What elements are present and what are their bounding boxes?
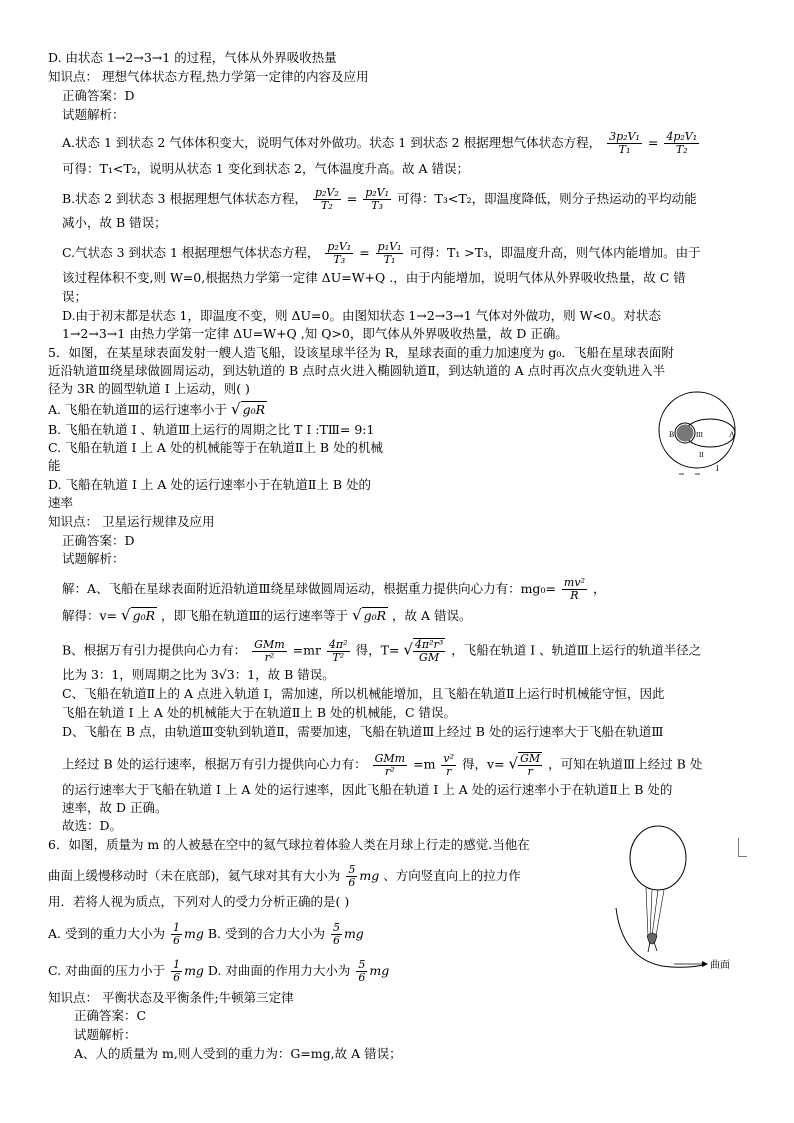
text-line: 该过程体积不变,则 W=0,根据热力学第一定律 ΔU=W+Q .，由于内能增加，说明气体从外界吸收热量，故 C 错	[62, 270, 686, 285]
text-line: B、根据万有引力提供向心力有： GMm r² =mr $\frac{\text{4π²}}{\text{T²}}$ 得，T= √ $\frac{\text{4π²r³}}{GM}$ ，飞船在轨道 I 、轨道Ⅲ上运行的轨道半径之	[62, 637, 702, 664]
analysis-label: 试题解析：	[62, 551, 125, 566]
fraction: $\frac{1}{6}$	[173, 958, 181, 984]
knowledge-point: 知识点： 卫星运行规律及应用	[48, 514, 215, 529]
text-line: 解：A、飞船在星球表面附近沿轨道Ⅲ绕星球做圆周运动，根据重力提供向心力有：mg₀= $\frac{\text{mv²}}{R}$ ，	[62, 576, 606, 602]
text-line: A、人的质量为 m,则人受到的重力为：G=mg,故 A 错误；	[74, 1046, 402, 1061]
text-line: 1→2→3→1 由热力学第一定律 ΔU=W+Q ,知 Q>0，即气体从外界吸收热量，故 D 正确。	[62, 326, 568, 341]
text-line: 近沿轨道Ⅲ绕星球做圆周运动，到达轨道的 B 点时点火进入椭圆轨道Ⅱ，到达轨道的 A 点时再次点火变轨进入半	[48, 363, 666, 378]
text-line: 能	[48, 458, 61, 473]
text-line: 的运行速率大于飞船在轨道 I 上 A 处的运行速率，因此飞船在轨道 I 上 A 处的运行速率小于在轨道Ⅱ上 B 处的	[62, 782, 673, 797]
text-line: 比为 3：1，则周期之比为 3√3：1，故 B 错误。	[62, 667, 335, 682]
fraction: $\frac{\text{p₂V₁}}{\text{T₃}}$	[327, 240, 352, 266]
fraction: $\frac{\text{p₁V₁}}{\text{T₁}}$	[377, 240, 402, 266]
balloon-ropes	[646, 888, 664, 936]
fraction: $\frac{GM}{r}$	[520, 752, 541, 778]
fraction: $\frac{\text{v²}}{r}$	[443, 751, 455, 778]
fraction: $\frac{\text{p₂V₁}}{\text{T₃}}$	[365, 186, 390, 212]
text-line: C.气状态 3 到状态 1 根据理想气体状态方程， $\frac{\text{p₂V₁}}{\text{T₃}}$ = $\frac{\text{p₁V₁}}{\text{T₁}}$ 可得：T₁ >T₃，即温度升高，则气体内能增加。由于	[62, 240, 701, 266]
text-line: 速率	[48, 495, 74, 510]
fraction: $\frac{5}{6}$	[348, 863, 356, 889]
answer-label: 正确答案：C	[74, 1008, 147, 1023]
fraction: $\frac{5}{6}$	[358, 958, 366, 984]
orbit-diagram	[655, 385, 755, 480]
label-i: I	[716, 464, 719, 473]
question-6: 6．如图，质量为 m 的人被悬在空中的氦气球拉着体验人类在月球上行走的感觉.当他在	[48, 837, 530, 852]
fraction: $\frac{\text{4π²r³}}{GM}$	[414, 638, 444, 664]
option-c: C. 飞船在轨道 I 上 A 处的机械能等于在轨道Ⅱ上 B 处的机械	[48, 440, 384, 455]
fraction: $\frac{\text{p₂V₂}}{\text{T₂}}$	[314, 186, 339, 212]
knowledge-point: 知识点： 理想气体状态方程,热力学第一定律的内容及应用	[48, 69, 369, 84]
fraction: $\frac{\text{mv²}}{R}$	[563, 576, 585, 602]
text-line: D. 由状态 1→2→3→1 的过程，气体从外界吸收热量	[48, 50, 337, 65]
curved-surface	[616, 908, 704, 967]
text-line: A.状态 1 到状态 2 气体体积变大，说明气体对外做功。状态 1 到状态 2 根据理想气体状态方程， $\frac{\text{3p₂V₁}}{\text{T₁}}$ = $\frac{\text{4p₂V₁}}{\text{T₂}}$	[62, 130, 698, 156]
balloon	[630, 826, 686, 890]
fraction: $\frac{\text{3p₂V₁}}{\text{T₁}}$	[609, 130, 640, 156]
knowledge-point: 知识点： 平衡状态及平衡条件;牛顿第三定律	[48, 990, 294, 1005]
label-a: A	[729, 430, 735, 439]
text-line: 飞船在轨道 I 上 A 处的机械能大于在轨道Ⅱ上 B 处的机械能，C 错误。	[62, 705, 457, 720]
option-b: B. 飞船在轨道 I 、轨道Ⅲ上运行的周期之比 T I :TⅢ= 9:1	[48, 422, 375, 437]
text-line: B.状态 2 到状态 3 根据理想气体状态方程， $\frac{\text{p₂V₂}}{\text{T₂}}$ = $\frac{\text{p₂V₁}}{\text{T₃}}$ 可得：T₃<T₂，即温度降低，则分子热运动的平均动能	[62, 186, 697, 212]
text-line: 上经过 B 处的运行速率，根据万有引力提供向心力有： GMm r² =m $\frac{\text{v²}}{r}$ 得，v= √ $\frac{GM}{r}$ ，可知在轨道Ⅲ上经过 B 处	[62, 751, 703, 778]
planet	[677, 425, 694, 442]
surface-label: 曲面	[710, 960, 730, 971]
answer-label: 正确答案：D	[62, 88, 135, 103]
label-b: B	[669, 430, 675, 439]
fraction: $\frac{1}{6}$	[172, 921, 180, 947]
text-line: C、飞船在轨道Ⅱ上的 A 点进入轨道 I，需加速，所以机械能增加，且飞船在轨道Ⅱ上运行时机械能守恒，因此	[62, 686, 665, 701]
fraction: $\frac{5}{6}$	[332, 921, 340, 947]
label-ii: II	[699, 451, 704, 459]
fraction: $\frac{\text{4π²}}{\text{T²}}$	[328, 637, 348, 664]
options-ab: A. 受到的重力大小为 $\frac{1}{6}$ mg B. 受到的合力大小为 $\frac{5}{6}$ mg	[48, 921, 364, 947]
analysis-label: 试题解析：	[62, 107, 125, 122]
person	[647, 933, 657, 944]
fraction: GMm r²	[254, 637, 285, 664]
text-line: 减小，故 B 错误；	[62, 215, 167, 230]
analysis-label: 试题解析：	[74, 1027, 137, 1042]
balloon-figure	[612, 818, 742, 978]
answer-label: 正确答案：D	[62, 533, 135, 548]
fraction: $\frac{\text{4p₂V₁}}{\text{T₂}}$	[666, 130, 698, 156]
text-line: 曲面上缓慢移动时（未在底部)，氦气球对其有大小为 $\frac{5}{6}$ mg 、方向竖直向上的拉力作	[48, 863, 521, 889]
question-5: 5．如图，在某星球表面发射一艘人造飞船，设该星球半径为 R，星球表面的重力加速度为 g₀．飞船在星球表面附	[48, 345, 674, 360]
text-line: 可得：T₁<T₂，说明从状态 1 变化到状态 2，气体温度升高。故 A 错误；	[62, 161, 469, 176]
text-line: 用．若将人视为质点，下列对人的受力分析正确的是( )	[48, 894, 350, 909]
text-line: D.由于初末都是状态 1，即温度不变，则 ΔU=0。由图知状态 1→2→3→1 气体对外做功，则 W<0。对状态	[62, 308, 661, 323]
option-a: A. 飞船在轨道Ⅲ的运行速率小于 √ g₀R	[48, 400, 266, 418]
text-line: 故选：D。	[62, 818, 123, 833]
label-iii: III	[696, 431, 703, 439]
text-line: 误；	[62, 289, 88, 304]
options-cd: C. 对曲面的压力小于 $\frac{1}{6}$ mg D. 对曲面的作用力大小为 $\frac{5}{6}$ mg	[48, 958, 390, 984]
corner-mark	[738, 838, 747, 857]
text-line: 速率，故 D 正确。	[62, 800, 168, 815]
text-line: 径为 3R 的圆型轨道 I 上运动，则( )	[48, 381, 250, 396]
option-d: D. 飞船在轨道 I 上 A 处的运行速率小于在轨道Ⅱ上 B 处的	[48, 477, 372, 492]
text-line: 解得：v= √ g₀R ，即飞船在轨道Ⅲ的运行速率等于 √ g₀R ，故 A 错误。	[62, 606, 472, 624]
fraction: GMm r²	[374, 751, 406, 778]
text-line: D、飞船在 B 点，由轨道Ⅲ变轨到轨道Ⅱ，需要加速，飞船在轨道Ⅲ上经过 B 处的运行速率大于飞船在轨道Ⅲ	[62, 724, 664, 739]
